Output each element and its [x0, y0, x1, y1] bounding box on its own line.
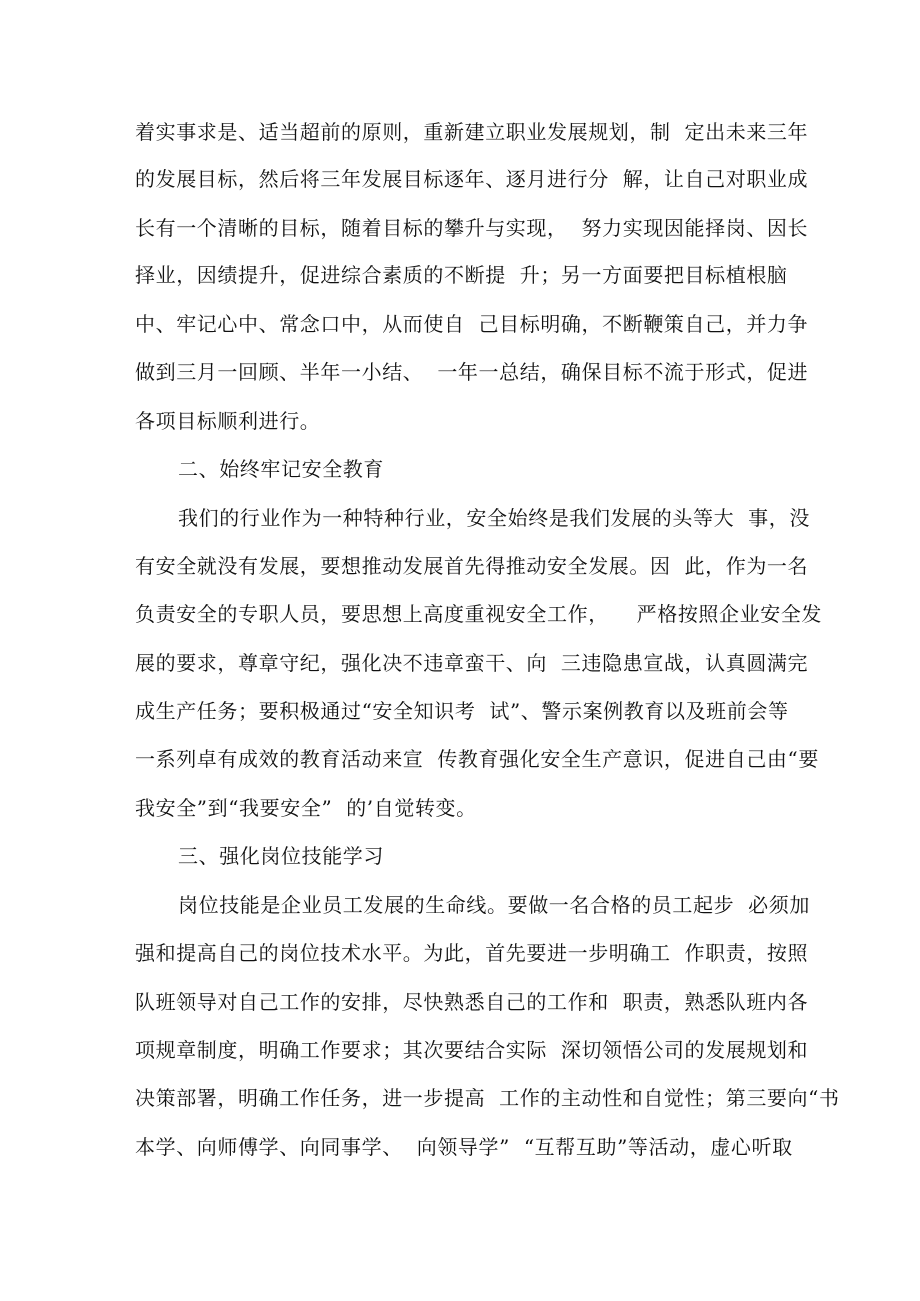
- paragraph-line: 的发展目标，然后将三年发展目标逐年、逐月进行分 解，让自己对职业成: [135, 167, 809, 191]
- section-heading-safety: 二、始终牢记安全教育: [178, 457, 384, 481]
- paragraph-line: 一系列卓有成效的教育活动来宣 传教育强化安全生产意识，促进自己由“要: [135, 747, 819, 771]
- paragraph-line: 有安全就没有发展，要想推动发展首先得推动安全发展。因 此，作为一名: [135, 554, 809, 578]
- paragraph-line: 我们的行业作为一种特种行业，安全始终是我们发展的头等大 事，没: [178, 506, 810, 530]
- paragraph-line: 做到三月一回顾、半年一小结、 一年一总结，确保目标不流于形式，促进: [135, 360, 809, 384]
- paragraph-line: 本学、向师傅学、向同事学、 向领导学” “互帮互助”等活动，虚心听取: [135, 1135, 793, 1159]
- paragraph-line: 展的要求，尊章守纪，强化决不违章蛮干、向 三违隐患宣战，认真圆满完: [135, 651, 809, 675]
- paragraph-line: 择业，因绩提升，促进综合素质的不断提 升；另一方面要把目标植根脑: [135, 263, 788, 287]
- paragraph-line: 队班领导对自己工作的安排，尽快熟悉自己的工作和 职责，熟悉队班内各: [135, 990, 809, 1014]
- paragraph-line: 岗位技能是企业员工发展的生命线。要做一名合格的员工起步 必须加: [178, 893, 810, 917]
- paragraph-line: 负责安全的专职人员，要思想上高度重视安全工作， 严格按照企业安全发: [135, 602, 823, 626]
- paragraph-line: 强和提高自己的岗位技术水平。为此，首先要进一步明确工 作职责，按照: [135, 941, 809, 965]
- paragraph-line: 长有一个清晰的目标，随着目标的攀升与实现， 努力实现因能择岗、因长: [135, 216, 809, 240]
- paragraph-line: 成生产任务；要积极通过“安全知识考 试”、警示案例教育以及班前会等: [135, 699, 789, 723]
- paragraph-line: 各项目标顺利进行。: [135, 409, 321, 433]
- paragraph-line: 决策部署，明确工作任务，进一步提高 工作的主动性和自觉性；第三要向“书: [135, 1086, 840, 1110]
- paragraph-line: 项规章制度，明确工作要求；其次要结合实际 深切领悟公司的发展规划和: [135, 1038, 809, 1062]
- paragraph-line: 中、牢记心中、常念口中，从而使自 己目标明确，不断鞭策自己，并力争: [135, 312, 809, 336]
- paragraph-line: 着实事求是、适当超前的原则，重新建立职业发展规划，制 定出未来三年: [135, 120, 809, 144]
- paragraph-line: 我安全”到“我要安全” 的’自觉转变。: [135, 796, 477, 820]
- section-heading-skills: 三、强化岗位技能学习: [178, 844, 384, 868]
